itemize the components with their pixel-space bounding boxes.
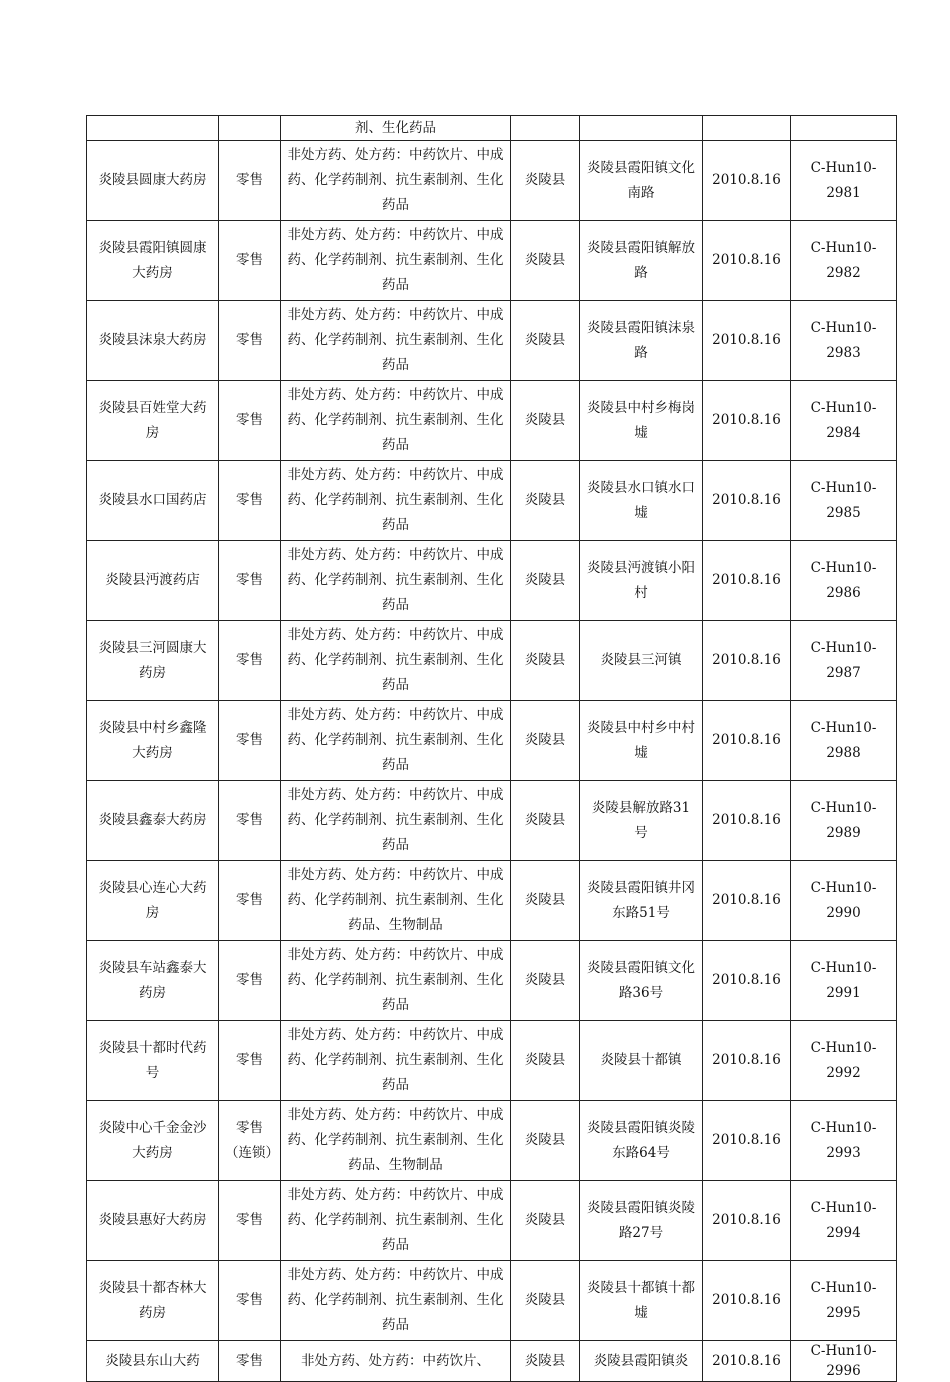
issue-date-cell: 2010.8.16 [703, 141, 791, 221]
business-type-cell: 零售 [219, 1341, 281, 1382]
region-cell: 炎陵县 [511, 781, 580, 861]
address-cell: 炎陵县霞阳镇文化路36号 [580, 941, 703, 1021]
business-type-cell: 零售 [219, 541, 281, 621]
table-row [87, 621, 897, 701]
table-row [87, 221, 897, 301]
business-scope-cell: 非处方药、处方药：中药饮片、中成药、化学药制剂、抗生素制剂、生化药品、生物制品 [281, 861, 511, 941]
address-cell: 炎陵县霞阳镇解放路 [580, 221, 703, 301]
address-cell: 炎陵县中村乡中村墟 [580, 701, 703, 781]
business-scope-cell: 非处方药、处方药：中药饮片、中成药、化学药制剂、抗生素制剂、生化药品 [281, 541, 511, 621]
table-row [87, 1181, 897, 1261]
region-cell: 炎陵县 [511, 541, 580, 621]
address-cell: 炎陵县水口镇水口墟 [580, 461, 703, 541]
certificate-number-cell [791, 116, 897, 141]
certificate-number-cell: C-Hun10-2981 [791, 141, 897, 221]
table-row [87, 941, 897, 1021]
issue-date-cell: 2010.8.16 [703, 301, 791, 381]
business-type-cell: 零售 [219, 1181, 281, 1261]
certificate-number-cell: C-Hun10-2994 [791, 1181, 897, 1261]
region-cell: 炎陵县 [511, 1341, 580, 1382]
issue-date-cell [703, 116, 791, 141]
region-cell: 炎陵县 [511, 1021, 580, 1101]
business-scope-cell: 非处方药、处方药：中药饮片、中成药、化学药制剂、抗生素制剂、生化药品 [281, 781, 511, 861]
business-type-cell: 零售 [219, 781, 281, 861]
certificate-number-cell: C-Hun10-2989 [791, 781, 897, 861]
business-scope-cell: 非处方药、处方药：中药饮片、中成药、化学药制剂、抗生素制剂、生化药品 [281, 1181, 511, 1261]
table-row [87, 1021, 897, 1101]
region-cell: 炎陵县 [511, 301, 580, 381]
region-cell: 炎陵县 [511, 381, 580, 461]
store-name-cell [87, 116, 219, 141]
table-row [87, 141, 897, 221]
business-type-cell: 零售 [219, 701, 281, 781]
business-scope-cell: 非处方药、处方药：中药饮片、中成药、化学药制剂、抗生素制剂、生化药品 [281, 701, 511, 781]
business-type-cell: 零售 [219, 221, 281, 301]
certificate-number-cell: C-Hun10-2993 [791, 1101, 897, 1181]
store-name-cell: 炎陵县十都时代药号 [87, 1021, 219, 1101]
issue-date-cell: 2010.8.16 [703, 1181, 791, 1261]
store-name-cell: 炎陵县沫泉大药房 [87, 301, 219, 381]
address-cell: 炎陵县霞阳镇炎陵东路64号 [580, 1101, 703, 1181]
table-row [87, 381, 897, 461]
address-cell: 炎陵县十都镇 [580, 1021, 703, 1101]
store-name-cell: 炎陵县心连心大药房 [87, 861, 219, 941]
table-row [87, 116, 897, 141]
business-type-cell: 零售 [219, 301, 281, 381]
store-name-cell: 炎陵县三河圆康大药房 [87, 621, 219, 701]
table-row [87, 781, 897, 861]
table-body [87, 116, 897, 1382]
store-name-cell: 炎陵县百姓堂大药房 [87, 381, 219, 461]
region-cell: 炎陵县 [511, 1101, 580, 1181]
issue-date-cell: 2010.8.16 [703, 541, 791, 621]
business-scope-cell: 非处方药、处方药：中药饮片、中成药、化学药制剂、抗生素制剂、生化药品 [281, 1261, 511, 1341]
certificate-number-cell: C-Hun10-2990 [791, 861, 897, 941]
store-name-cell: 炎陵县水口国药店 [87, 461, 219, 541]
certificate-number-cell: C-Hun10-2988 [791, 701, 897, 781]
issue-date-cell: 2010.8.16 [703, 621, 791, 701]
certificate-number-cell: C-Hun10-2983 [791, 301, 897, 381]
business-type-cell: 零售 [219, 1261, 281, 1341]
business-type-cell: 零售 [219, 941, 281, 1021]
business-type-cell: 零售 [219, 621, 281, 701]
region-cell: 炎陵县 [511, 941, 580, 1021]
business-scope-cell: 非处方药、处方药：中药饮片、中成药、化学药制剂、抗生素制剂、生化药品 [281, 1021, 511, 1101]
certificate-number-cell: C-Hun10-2987 [791, 621, 897, 701]
business-type-cell: 零售 [219, 861, 281, 941]
region-cell: 炎陵县 [511, 1261, 580, 1341]
address-cell: 炎陵县中村乡梅岗墟 [580, 381, 703, 461]
store-name-cell: 炎陵中心千金金沙大药房 [87, 1101, 219, 1181]
table-row [87, 701, 897, 781]
address-cell: 炎陵县霞阳镇文化南路 [580, 141, 703, 221]
business-scope-cell: 非处方药、处方药：中药饮片、中成药、化学药制剂、抗生素制剂、生化药品 [281, 141, 511, 221]
store-name-cell: 炎陵县车站鑫泰大药房 [87, 941, 219, 1021]
business-scope-cell: 非处方药、处方药：中药饮片、中成药、化学药制剂、抗生素制剂、生化药品 [281, 221, 511, 301]
table-row [87, 461, 897, 541]
address-cell: 炎陵县解放路31号 [580, 781, 703, 861]
store-name-cell: 炎陵县沔渡药店 [87, 541, 219, 621]
business-scope-cell: 非处方药、处方药：中药饮片、中成药、化学药制剂、抗生素制剂、生化药品、生物制品 [281, 1101, 511, 1181]
table-row [87, 1341, 897, 1382]
region-cell: 炎陵县 [511, 861, 580, 941]
business-scope-cell: 剂、生化药品 [281, 116, 511, 141]
business-scope-cell: 非处方药、处方药：中药饮片、中成药、化学药制剂、抗生素制剂、生化药品 [281, 301, 511, 381]
issue-date-cell: 2010.8.16 [703, 1021, 791, 1101]
business-type-cell [219, 116, 281, 141]
address-cell: 炎陵县霞阳镇沫泉路 [580, 301, 703, 381]
region-cell: 炎陵县 [511, 1181, 580, 1261]
issue-date-cell: 2010.8.16 [703, 1341, 791, 1382]
address-cell: 炎陵县霞阳镇炎陵路27号 [580, 1181, 703, 1261]
business-type-cell: 零售 [219, 141, 281, 221]
business-type-cell: 零售（连锁） [219, 1101, 281, 1181]
table-row [87, 1101, 897, 1181]
issue-date-cell: 2010.8.16 [703, 861, 791, 941]
region-cell: 炎陵县 [511, 141, 580, 221]
pharmacy-license-table [86, 115, 897, 1382]
store-name-cell: 炎陵县霞阳镇圆康大药房 [87, 221, 219, 301]
store-name-cell: 炎陵县东山大药 [87, 1341, 219, 1382]
business-type-cell: 零售 [219, 1021, 281, 1101]
issue-date-cell: 2010.8.16 [703, 781, 791, 861]
issue-date-cell: 2010.8.16 [703, 221, 791, 301]
business-type-cell: 零售 [219, 381, 281, 461]
issue-date-cell: 2010.8.16 [703, 1261, 791, 1341]
issue-date-cell: 2010.8.16 [703, 941, 791, 1021]
address-cell: 炎陵县三河镇 [580, 621, 703, 701]
address-cell: 炎陵县沔渡镇小阳村 [580, 541, 703, 621]
business-scope-cell: 非处方药、处方药：中药饮片、 [281, 1341, 511, 1382]
issue-date-cell: 2010.8.16 [703, 701, 791, 781]
region-cell: 炎陵县 [511, 701, 580, 781]
issue-date-cell: 2010.8.16 [703, 461, 791, 541]
business-scope-cell: 非处方药、处方药：中药饮片、中成药、化学药制剂、抗生素制剂、生化药品 [281, 381, 511, 461]
store-name-cell: 炎陵县十都杏林大药房 [87, 1261, 219, 1341]
certificate-number-cell: C-Hun10-2996 [791, 1341, 897, 1382]
table-row [87, 1261, 897, 1341]
table-row [87, 301, 897, 381]
business-scope-cell: 非处方药、处方药：中药饮片、中成药、化学药制剂、抗生素制剂、生化药品 [281, 941, 511, 1021]
store-name-cell: 炎陵县圆康大药房 [87, 141, 219, 221]
region-cell: 炎陵县 [511, 461, 580, 541]
certificate-number-cell: C-Hun10-2984 [791, 381, 897, 461]
issue-date-cell: 2010.8.16 [703, 381, 791, 461]
address-cell [580, 116, 703, 141]
certificate-number-cell: C-Hun10-2992 [791, 1021, 897, 1101]
store-name-cell: 炎陵县惠好大药房 [87, 1181, 219, 1261]
address-cell: 炎陵县霞阳镇炎 [580, 1341, 703, 1382]
address-cell: 炎陵县十都镇十都墟 [580, 1261, 703, 1341]
business-scope-cell: 非处方药、处方药：中药饮片、中成药、化学药制剂、抗生素制剂、生化药品 [281, 621, 511, 701]
region-cell: 炎陵县 [511, 621, 580, 701]
certificate-number-cell: C-Hun10-2982 [791, 221, 897, 301]
business-type-cell: 零售 [219, 461, 281, 541]
issue-date-cell: 2010.8.16 [703, 1101, 791, 1181]
certificate-number-cell: C-Hun10-2985 [791, 461, 897, 541]
business-scope-cell: 非处方药、处方药：中药饮片、中成药、化学药制剂、抗生素制剂、生化药品 [281, 461, 511, 541]
region-cell [511, 116, 580, 141]
store-name-cell: 炎陵县鑫泰大药房 [87, 781, 219, 861]
table-row [87, 861, 897, 941]
store-name-cell: 炎陵县中村乡鑫隆大药房 [87, 701, 219, 781]
certificate-number-cell: C-Hun10-2995 [791, 1261, 897, 1341]
certificate-number-cell: C-Hun10-2986 [791, 541, 897, 621]
address-cell: 炎陵县霞阳镇井冈东路51号 [580, 861, 703, 941]
table-row [87, 541, 897, 621]
certificate-number-cell: C-Hun10-2991 [791, 941, 897, 1021]
region-cell: 炎陵县 [511, 221, 580, 301]
